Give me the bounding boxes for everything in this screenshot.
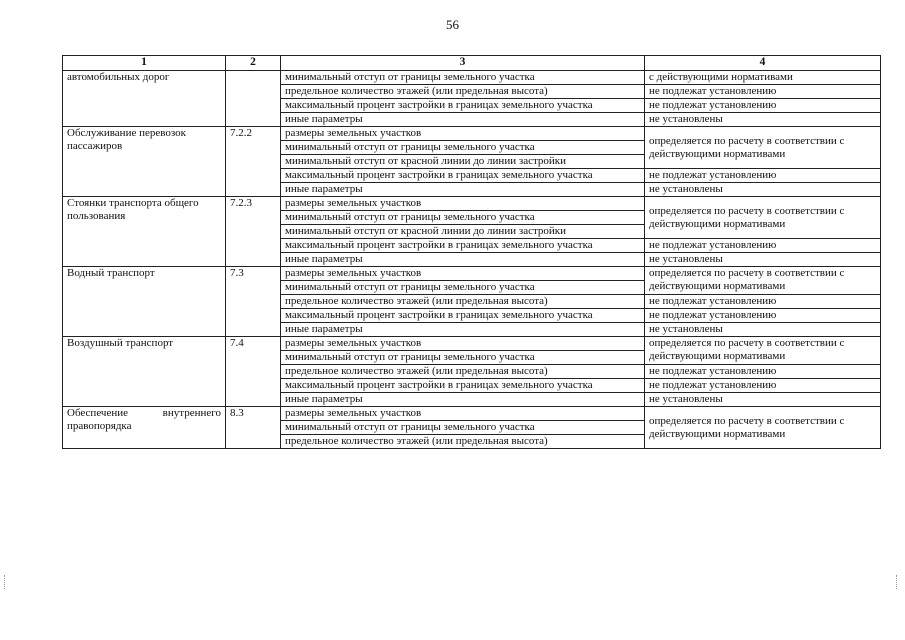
header-col-4: 4	[645, 56, 881, 71]
value-cell: определяется по расчету в соответствии с действующими нормативами	[645, 127, 881, 169]
value-cell: не подлежат установлению	[645, 309, 881, 323]
value-cell: не подлежат установлению	[645, 365, 881, 379]
table-row	[63, 407, 881, 421]
parameter-cell: иные параметры	[281, 113, 645, 127]
parameter-cell: максимальный процент застройки в границах земельного участка	[281, 309, 645, 323]
value-cell: не подлежат установлению	[645, 99, 881, 113]
parameter-cell: иные параметры	[281, 393, 645, 407]
parameter-cell: минимальный отступ от границы земельного участка	[281, 351, 645, 365]
parameter-cell: размеры земельных участков	[281, 267, 645, 281]
use-type-code: 7.2.2	[226, 127, 281, 197]
use-type-name: Водный транспорт	[63, 267, 226, 337]
use-type-name: Стоянки транспорта общего пользования	[63, 197, 226, 267]
scan-edge-mark-left	[4, 575, 11, 589]
value-cell: с действующими нормативами	[645, 71, 881, 85]
parameter-cell: минимальный отступ от границы земельного участка	[281, 281, 645, 295]
parameter-cell: предельное количество этажей (или предельная высота)	[281, 85, 645, 99]
value-cell: определяется по расчету в соответствии с действующими нормативами	[645, 267, 881, 295]
parameter-cell: максимальный процент застройки в границах земельного участка	[281, 99, 645, 113]
parameter-cell: размеры земельных участков	[281, 197, 645, 211]
table-row	[63, 267, 881, 281]
header-col-2: 2	[226, 56, 281, 71]
land-use-parameters-table	[62, 55, 881, 449]
parameter-cell: минимальный отступ от красной линии до линии застройки	[281, 225, 645, 239]
parameter-cell: иные параметры	[281, 253, 645, 267]
table-row	[63, 337, 881, 351]
value-cell: не подлежат установлению	[645, 239, 881, 253]
header-col-1: 1	[63, 56, 226, 71]
parameter-cell: минимальный отступ от границы земельного участка	[281, 141, 645, 155]
value-cell: не установлены	[645, 183, 881, 197]
page-number: 56	[446, 17, 459, 32]
value-cell: определяется по расчету в соответствии с действующими нормативами	[645, 197, 881, 239]
value-cell: не установлены	[645, 113, 881, 127]
value-cell: не подлежат установлению	[645, 85, 881, 99]
value-cell: не установлены	[645, 323, 881, 337]
parameter-cell: размеры земельных участков	[281, 407, 645, 421]
parameter-cell: предельное количество этажей (или предельная высота)	[281, 365, 645, 379]
value-cell: не установлены	[645, 393, 881, 407]
table-row	[63, 71, 881, 85]
use-type-code: 7.2.3	[226, 197, 281, 267]
parameter-cell: предельное количество этажей (или предельная высота)	[281, 435, 645, 449]
table-row	[63, 127, 881, 141]
parameter-cell: размеры земельных участков	[281, 337, 645, 351]
use-type-name: Обслуживание перевозок пассажиров	[63, 127, 226, 197]
value-cell: определяется по расчету в соответствии с действующими нормативами	[645, 407, 881, 449]
use-type-code: 7.3	[226, 267, 281, 337]
parameter-cell: максимальный процент застройки в границах земельного участка	[281, 379, 645, 393]
value-cell: не установлены	[645, 253, 881, 267]
parameter-cell: иные параметры	[281, 323, 645, 337]
parameter-cell: иные параметры	[281, 183, 645, 197]
use-type-code: 8.3	[226, 407, 281, 449]
parameter-cell: минимальный отступ от границы земельного участка	[281, 211, 645, 225]
value-cell: не подлежат установлению	[645, 169, 881, 183]
parameter-cell: максимальный процент застройки в границах земельного участка	[281, 169, 645, 183]
value-cell: не подлежат установлению	[645, 295, 881, 309]
use-type-name: Воздушный транспорт	[63, 337, 226, 407]
scan-edge-mark-right	[896, 575, 903, 589]
parameter-cell: минимальный отступ от красной линии до линии застройки	[281, 155, 645, 169]
parameter-cell: максимальный процент застройки в границах земельного участка	[281, 239, 645, 253]
parameter-cell: предельное количество этажей (или предельная высота)	[281, 295, 645, 309]
value-cell: определяется по расчету в соответствии с действующими нормативами	[645, 337, 881, 365]
table-row	[63, 197, 881, 211]
header-row	[63, 56, 881, 71]
use-type-name: Обеспечение внутреннего правопорядка	[63, 407, 226, 449]
value-cell: не подлежат установлению	[645, 379, 881, 393]
parameter-cell: минимальный отступ от границы земельного участка	[281, 71, 645, 85]
parameter-cell: минимальный отступ от границы земельного участка	[281, 421, 645, 435]
parameter-cell: размеры земельных участков	[281, 127, 645, 141]
use-type-code	[226, 71, 281, 127]
use-type-name: автомобильных дорог	[63, 71, 226, 127]
use-type-code: 7.4	[226, 337, 281, 407]
header-col-3: 3	[281, 56, 645, 71]
